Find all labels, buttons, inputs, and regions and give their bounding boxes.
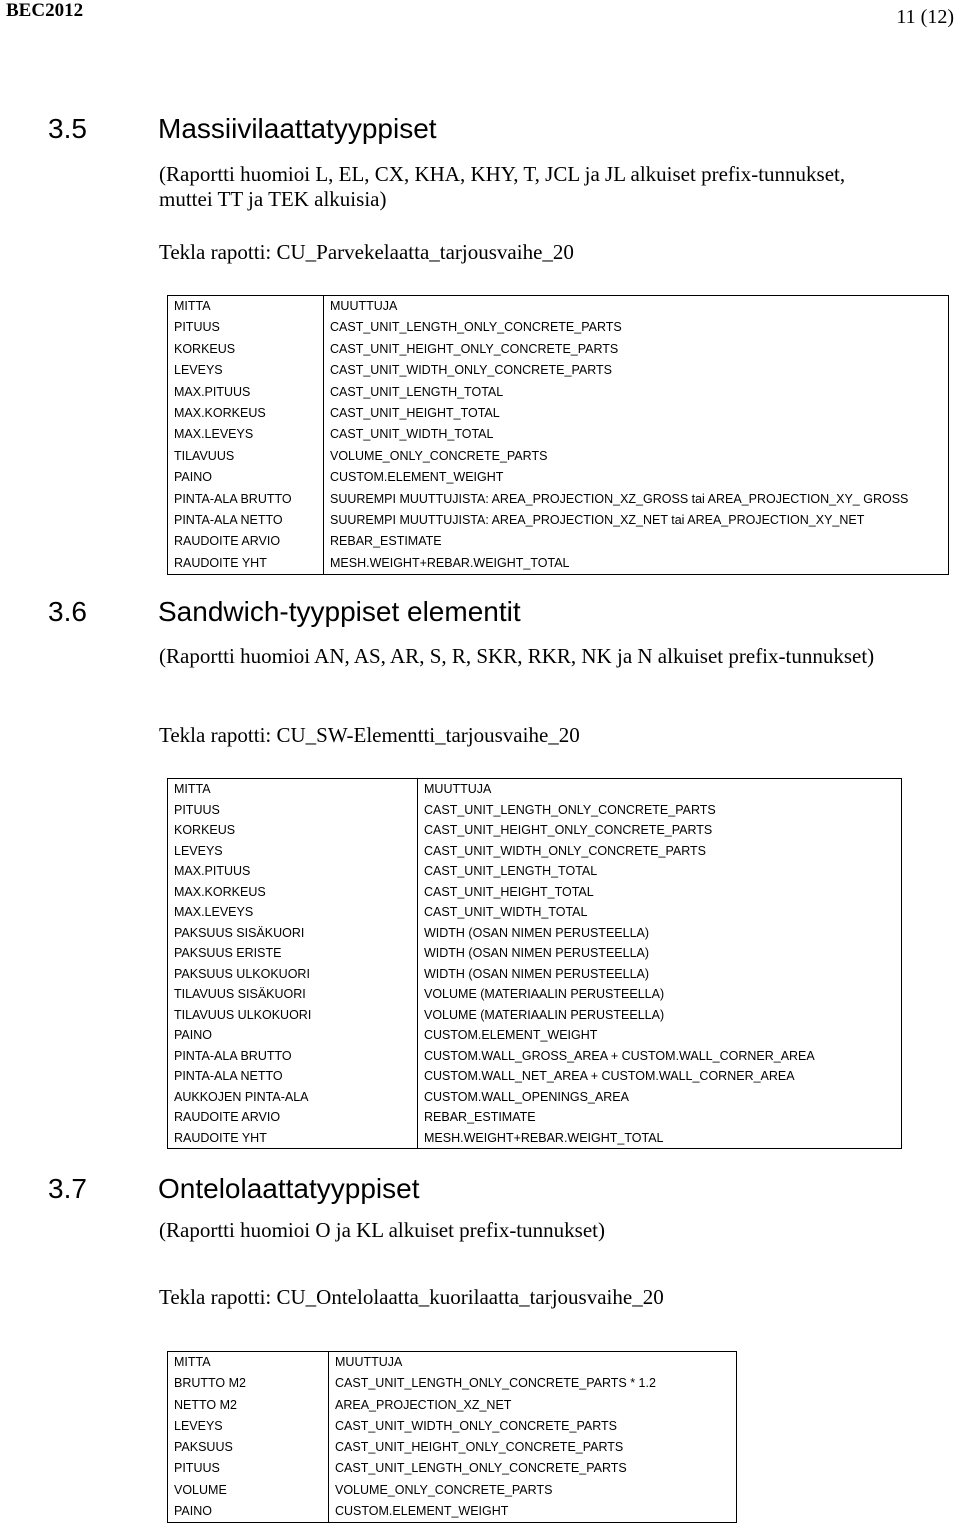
table-cell: MESH.WEIGHT+REBAR.WEIGHT_TOTAL [330,555,570,570]
table-cell: CUSTOM.ELEMENT_WEIGHT [335,1504,509,1519]
table-cell: PAINO [174,1504,212,1519]
table-cell: VOLUME (MATERIAALIN PERUSTEELLA) [424,1007,665,1022]
table-cell: CAST_UNIT_WIDTH_ONLY_CONCRETE_PARTS [335,1418,617,1433]
table-cell: CAST_UNIT_HEIGHT_TOTAL [424,884,594,899]
table-cell: CAST_UNIT_HEIGHT_ONLY_CONCRETE_PARTS [335,1440,624,1455]
section-note: (Raportti huomioi L, EL, CX, KHA, KHY, T, JCL ja JL alkuiset prefix-tunnukset, muttei TT ja TEK alkuisia) [159,162,846,211]
table-cell: PAINO [174,1028,212,1042]
table-cell: CAST_UNIT_LENGTH_ONLY_CONCRETE_PARTS [424,802,716,817]
table-cell: PAINO [174,470,212,485]
table-cell: WIDTH (OSAN NIMEN PERUSTEELLA) [424,925,650,940]
section-heading-3-6 [48,596,521,628]
header-page-number: 11 (12) [896,6,954,28]
measure-list [168,296,323,574]
table-cell: CAST_UNIT_WIDTH_TOTAL [330,427,494,442]
table-cell: PAKSUUS ERISTE [174,946,282,960]
section-title: Sandwich-tyyppiset elementit [158,596,521,627]
table-cell: VOLUME_ONLY_CONCRETE_PARTS [330,448,548,463]
table-cell: AUKKOJEN PINTA-ALA [174,1089,309,1104]
variable-column [329,1352,737,1523]
variables-table-3-5 [167,295,949,575]
table-cell: RAUDOITE YHT [174,555,267,570]
table-cell: KORKEUS [174,341,236,356]
table-cell: PAKSUUS ULKOKUORI [174,966,310,981]
table-cell: CAST_UNIT_LENGTH_TOTAL [424,864,598,878]
table-cell: NETTO M2 [174,1397,237,1412]
section-title: Ontelolaattatyyppiset [158,1173,420,1204]
table-cell: WIDTH (OSAN NIMEN PERUSTEELLA) [424,966,650,981]
section-note: (Raportti huomioi AN, AS, AR, S, R, SKR, RKR, NK ja N alkuiset prefix-tunnukset) [159,644,875,668]
table-cell: MAX.KORKEUS [174,405,266,420]
table-cell: VOLUME_ONLY_CONCRETE_PARTS [335,1482,553,1497]
table-cell: CAST_UNIT_HEIGHT_ONLY_CONCRETE_PARTS [330,341,619,356]
table-cell: CAST_UNIT_HEIGHT_ONLY_CONCRETE_PARTS [424,823,713,837]
table-cell: MAX.LEVEYS [174,427,254,442]
table-cell: PINTA-ALA NETTO [174,1069,283,1083]
table-cell: CUSTOM.ELEMENT_WEIGHT [424,1028,598,1042]
report-name: Tekla rapotti: CU_Parvekelaatta_tarjousvaihe_20 [159,240,574,264]
table-cell: MAX.PITUUS [174,384,251,399]
table-cell: MAX.PITUUS [174,864,251,878]
column-header: MITTA [174,782,211,796]
section-number: 3.5 [48,113,87,144]
variable-column [324,296,949,575]
column-header: MUUTTUJA [335,1355,403,1369]
table-cell: PINTA-ALA BRUTTO [174,1048,292,1063]
section-note: (Raportti huomioi O ja KL alkuiset prefix-tunnukset) [159,1218,605,1242]
table-cell: PINTA-ALA NETTO [174,512,283,527]
section-number: 3.6 [48,596,87,627]
table-cell: PITUUS [174,320,220,335]
table-cell: PITUUS [174,802,220,817]
measure-list [168,779,417,1148]
table-cell: CAST_UNIT_LENGTH_TOTAL [330,384,504,399]
table-cell: CUSTOM.WALL_OPENINGS_AREA [424,1089,629,1104]
table-cell: AREA_PROJECTION_XZ_NET [335,1397,512,1412]
table-cell: VOLUME (MATERIAALIN PERUSTEELLA) [424,987,665,1001]
table-cell: CUSTOM.ELEMENT_WEIGHT [330,470,504,485]
table-cell: TILAVUUS [174,448,235,463]
table-cell: WIDTH (OSAN NIMEN PERUSTEELLA) [424,946,650,960]
report-name: Tekla rapotti: CU_Ontelolaatta_kuorilaatta_tarjousvaihe_20 [159,1285,664,1309]
variable-list [418,779,901,1148]
table-cell: TILAVUUS ULKOKUORI [174,1007,312,1022]
table-cell: KORKEUS [174,823,236,837]
measure-list [168,1352,328,1522]
measure-column [168,1352,329,1523]
section-heading-3-7 [48,1173,420,1205]
variable-column [418,779,902,1149]
header-doc-id: BEC2012 [6,0,84,21]
table-cell: CAST_UNIT_LENGTH_ONLY_CONCRETE_PARTS [330,320,622,335]
table-cell: LEVEYS [174,1418,223,1433]
table-cell: RAUDOITE YHT [174,1130,267,1145]
table-cell: PAKSUUS SISÄKUORI [174,925,305,940]
variable-list [329,1352,736,1522]
table-cell: CAST_UNIT_LENGTH_ONLY_CONCRETE_PARTS * 1.2 [335,1376,656,1391]
table-cell: BRUTTO M2 [174,1376,246,1391]
table-cell: PINTA-ALA BRUTTO [174,491,292,506]
column-header: MITTA [174,299,211,313]
column-header: MUUTTUJA [424,782,492,796]
table-cell: RAUDOITE ARVIO [174,534,281,549]
table-cell: MESH.WEIGHT+REBAR.WEIGHT_TOTAL [424,1130,664,1145]
table-cell: SUUREMPI MUUTTUJISTA: AREA_PROJECTION_XZ_GROSS tai AREA_PROJECTION_XY_ GROSS [330,491,909,506]
table-cell: CUSTOM.WALL_NET_AREA + CUSTOM.WALL_CORNER_AREA [424,1069,795,1083]
table-cell: CAST_UNIT_WIDTH_TOTAL [424,905,588,919]
column-header: MUUTTUJA [330,299,398,313]
table-cell: CAST_UNIT_LENGTH_ONLY_CONCRETE_PARTS [335,1461,627,1476]
table-cell: TILAVUUS SISÄKUORI [174,987,306,1001]
table-cell: MAX.KORKEUS [174,884,266,899]
table-cell: REBAR_ESTIMATE [424,1110,536,1124]
section-heading-3-5 [48,113,437,145]
variables-table-3-7 [167,1351,737,1523]
measure-column [168,296,324,575]
table-cell: CAST_UNIT_WIDTH_ONLY_CONCRETE_PARTS [330,363,612,378]
table-cell: LEVEYS [174,363,223,378]
variable-list [324,296,948,574]
table-cell: MAX.LEVEYS [174,905,254,919]
table-cell: REBAR_ESTIMATE [330,534,442,549]
table-cell: RAUDOITE ARVIO [174,1110,281,1124]
table-cell: LEVEYS [174,843,223,858]
table-cell: PITUUS [174,1461,220,1476]
section-number: 3.7 [48,1173,87,1204]
table-cell: CAST_UNIT_WIDTH_ONLY_CONCRETE_PARTS [424,843,706,858]
report-name: Tekla rapotti: CU_SW-Elementti_tarjousvaihe_20 [159,723,580,747]
table-cell: CUSTOM.WALL_GROSS_AREA + CUSTOM.WALL_CORNER_AREA [424,1048,815,1063]
measure-column [168,779,418,1149]
column-header: MITTA [174,1355,211,1369]
section-title: Massiivilaattatyyppiset [158,113,437,144]
table-cell: VOLUME [174,1482,227,1497]
table-cell: CAST_UNIT_HEIGHT_TOTAL [330,405,500,420]
table-cell: SUUREMPI MUUTTUJISTA: AREA_PROJECTION_XZ_NET tai AREA_PROJECTION_XY_NET [330,512,865,527]
variables-table-3-6 [167,778,902,1149]
table-cell: PAKSUUS [174,1440,233,1455]
